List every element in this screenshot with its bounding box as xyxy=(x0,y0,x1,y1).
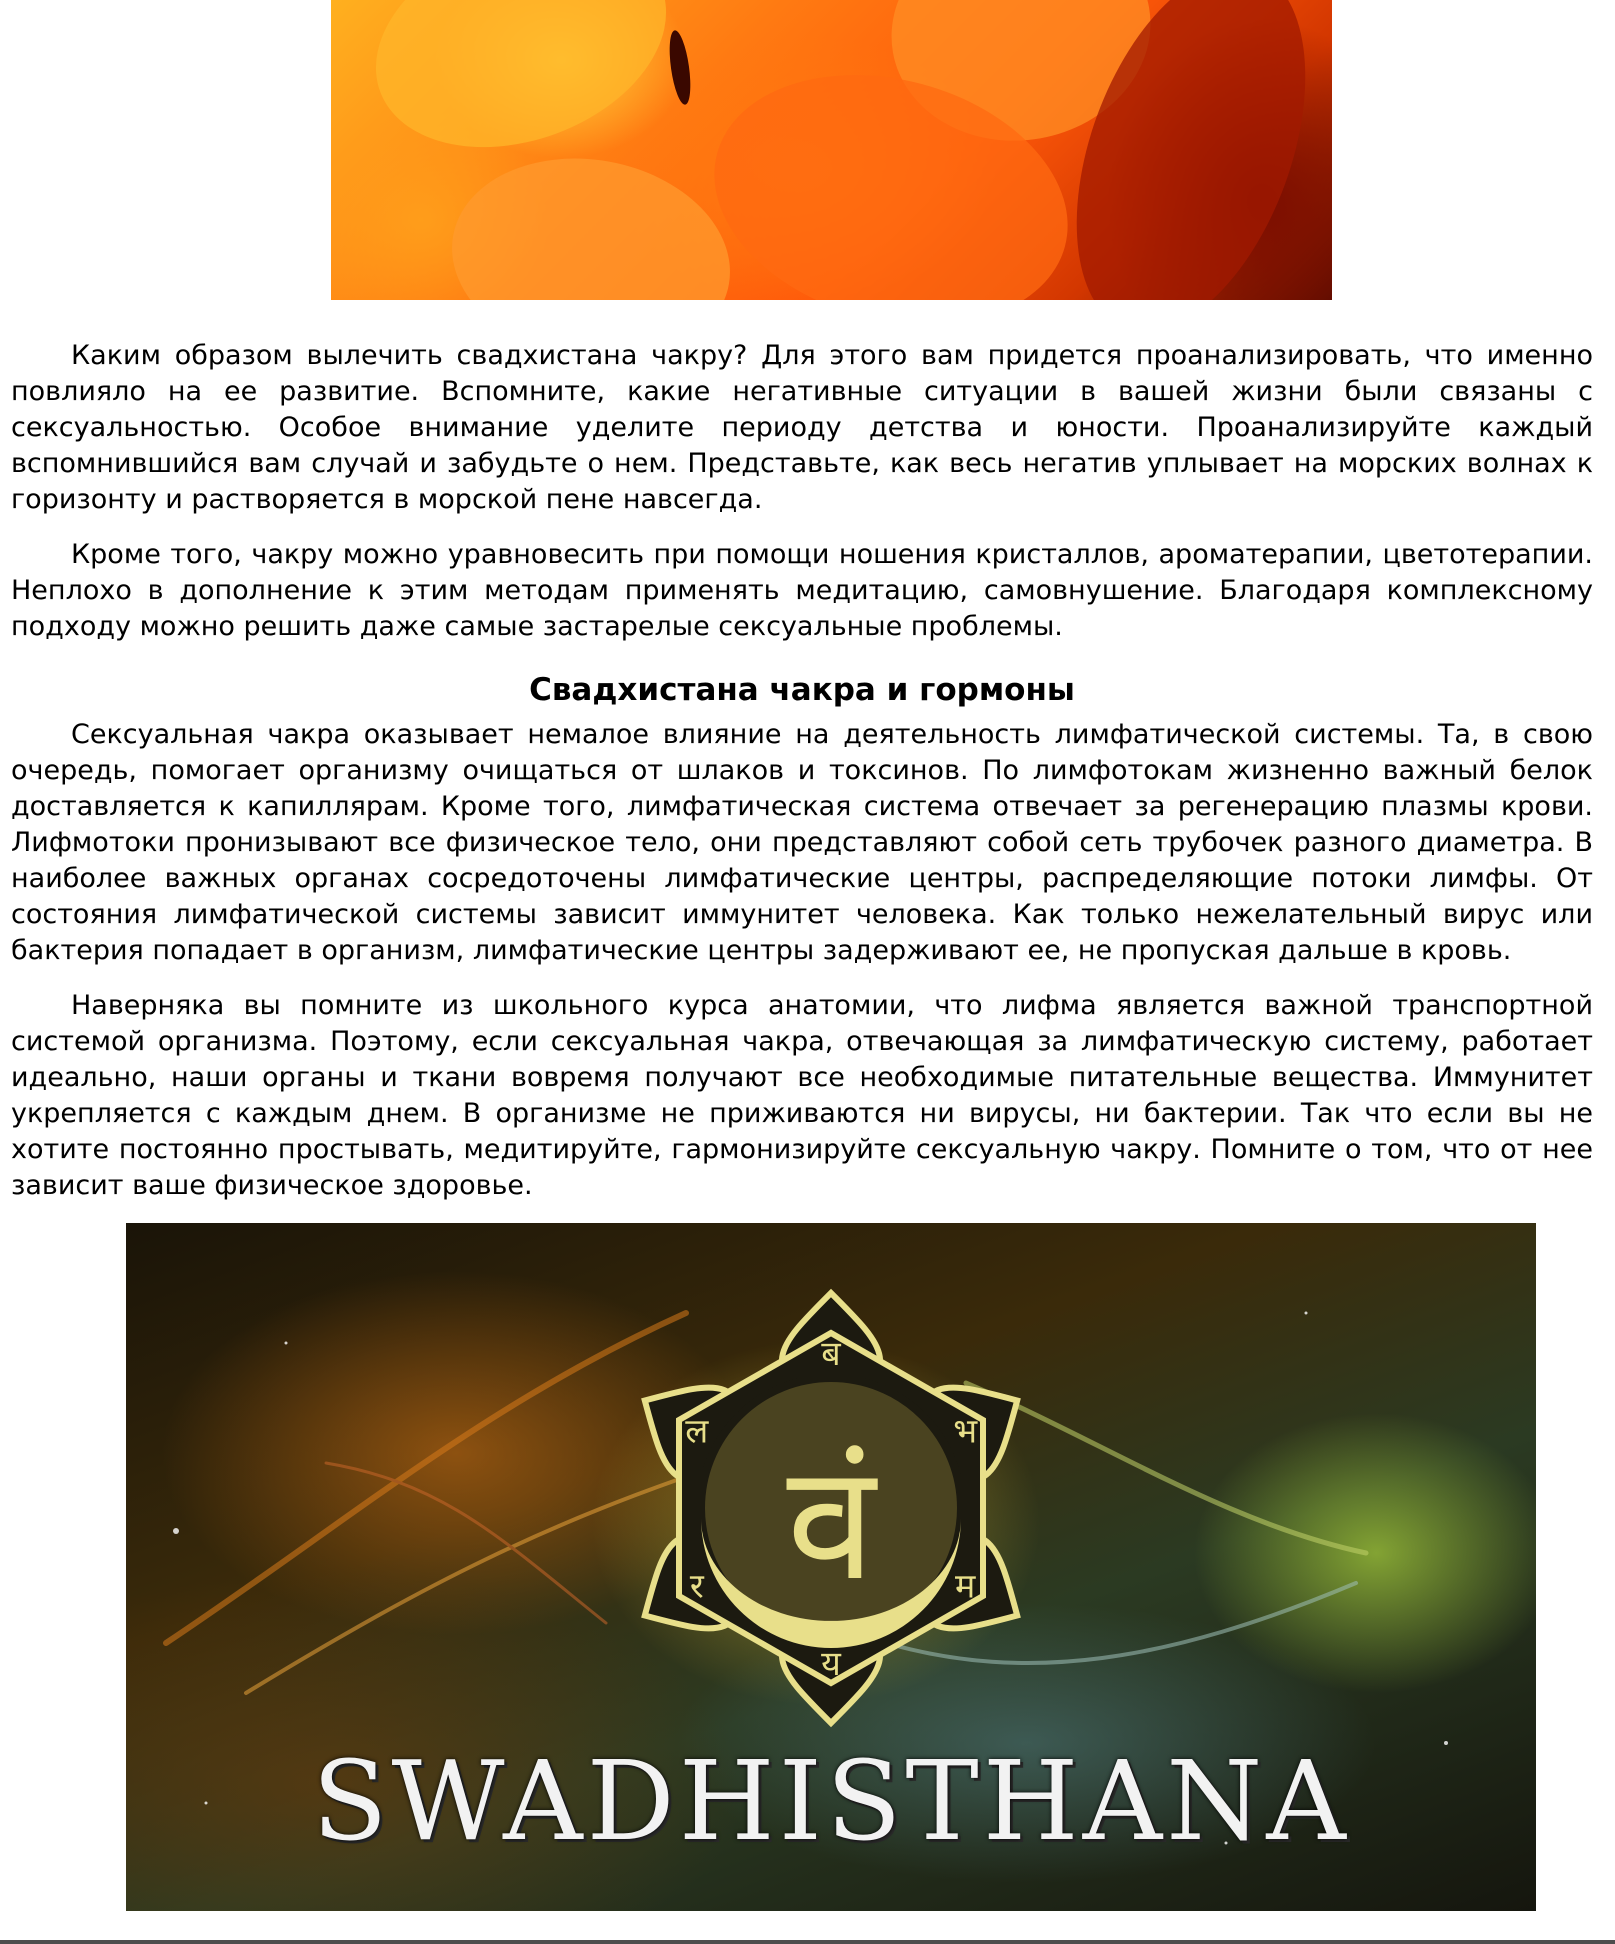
paragraph-transport-system: Наверняка вы помните из школьного курса анатомии, что лифма является важной транспортной системой организма. Поэтому, если сексуальная чакра, отвечающая за лимфатическую систему, работает идеально, наши органы и ткани вовремя получают все необходимые питательные вещества. Иммунитет укрепляется с каждым днем. В организме не приживаются ни вирусы, ни бактерии. Так что если вы не хотите постоянно простывать, медитируйте, гармонизируйте сексуальную чакру. Помните о том, что от нее зависит ваше физическое здоровье. xyxy=(11,990,1593,1201)
flower-petal xyxy=(436,137,746,300)
bottom-divider xyxy=(0,1940,1615,1944)
swadhisthana-chakra-image xyxy=(126,1223,1536,1911)
paragraph-lymph-system: Сексуальная чакра оказывает немалое влияние на деятельность лимфатической системы. Та, в свою очередь, помогает организму очищаться от шлаков и токсинов. По лимфотокам жизненно важный белок доставляется к капиллярам. Кроме того, лимфатическая система отвечает за регенерацию плазмы крови. Лифмотоки пронизывают все физическое тело, они представляют собой сеть трубочек разного диаметра. В наиболее важных органах сосредоточены лимфатические центры, распределяющие потоки лимфы. От состояния лимфатической системы зависит иммунитет человека. Как только нежелательный вирус или бактерия попадает в организм, лимфатические центры задерживают ее, не пропуская дальше в кровь. xyxy=(11,719,1593,966)
section-heading: Свадхистана чакра и гормоны xyxy=(529,672,1075,708)
petal-glyph: ल xyxy=(685,1411,709,1452)
petal-glyph: य xyxy=(821,1644,841,1684)
petal-glyph: र xyxy=(689,1566,704,1607)
petal-glyph: ब xyxy=(821,1334,841,1374)
bija-mantra-glyph: वं xyxy=(786,1429,876,1616)
petal-glyph: भ xyxy=(953,1411,978,1452)
paragraph-healing: Каким образом вылечить свадхистана чакру? Для этого вам придется проанализировать, что именно повлияло на ее развитие. Вспомните, какие негативные ситуации в вашей жизни были связаны с сексуальностью. Особое внимание уделите периоду детства и юности. Проанализируйте каждый вспомнившийся вам случай и забудьте о нем. Представьте, как весь негатив уплывает на морских волнах к горизонту и растворяется в морской пене навсегда. xyxy=(11,340,1593,515)
flower-petal xyxy=(346,0,696,185)
orange-flower-image xyxy=(331,0,1332,300)
chakra-title: SWADHISTHANA xyxy=(312,1737,1350,1865)
petal-glyph: म xyxy=(955,1566,976,1607)
paragraph-balancing: Кроме того, чакру можно уравновесить при помощи ношения кристаллов, ароматерапии, цветотерапии. Неплохо в дополнение к этим методам применять медитацию, самовнушение. Благодаря комплексному подходу можно решить даже самые застарелые сексуальные проблемы. xyxy=(11,539,1593,642)
flower-stamen xyxy=(666,29,694,106)
